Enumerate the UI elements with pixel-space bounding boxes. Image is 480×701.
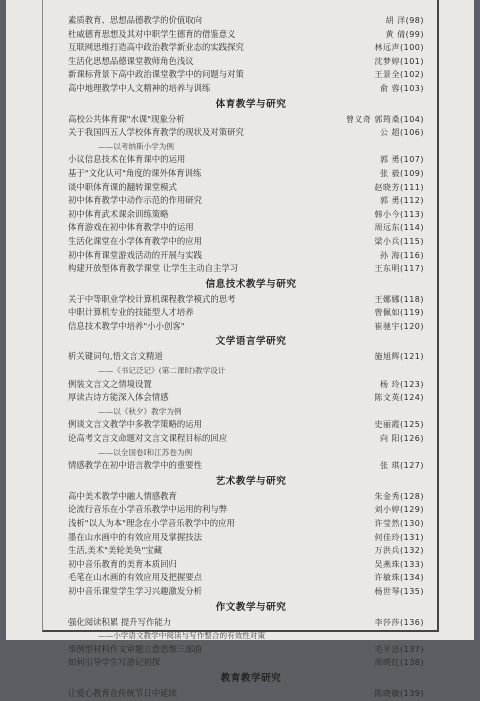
toc-entry [68, 306, 434, 320]
toc-entry [68, 432, 434, 446]
entry-title: 体育游戏在初中体育教学中的运用 [68, 222, 194, 233]
toc-subtitle [68, 140, 434, 154]
toc-entry [68, 571, 434, 585]
entry-author-page: 陈文英(124) [374, 393, 424, 403]
entry-author-page: 郭 勇(112) [379, 196, 424, 206]
entry-title: ——《书记泛记》(第二课时)教学设计 [98, 366, 226, 376]
entry-author-page: 张 琪(127) [379, 461, 424, 471]
entry-title: 事例型材料作文审题立意思维三部曲 [68, 643, 202, 654]
toc-entry [68, 113, 434, 127]
toc-entry [68, 126, 434, 140]
toc-entry [68, 249, 434, 263]
entry-title: 例谈文言文教学中多教学策略的运用 [68, 419, 202, 430]
toc-entry [68, 41, 434, 55]
entry-author-page: 何佳玲(131) [374, 532, 424, 542]
toc-entry [68, 28, 434, 42]
toc-subtitle [68, 405, 434, 419]
entry-title: 析关键词句,悟文言文精道 [68, 351, 163, 362]
toc-entry [68, 544, 434, 558]
entry-title: 浅析"以人为本"理念在小学音乐教学中的应用 [68, 518, 235, 528]
entry-title: 论高考文言文命题对文言文课程目标的回应 [68, 433, 228, 444]
entry-author-page: 刘小婷(129) [374, 505, 424, 515]
entry-author-page: 王娜娜(118) [374, 294, 424, 304]
entry-author-page: 张 毅(109) [379, 168, 424, 178]
entry-title: 厚读古诗方能深入体会情感 [68, 392, 169, 403]
entry-author-page: 许莹然(130) [374, 519, 424, 528]
entry-title: 基于"文化认可"角度的课外体育训练 [68, 167, 202, 178]
toc-subtitle [68, 364, 434, 378]
entry-author-page: 杨 玲(123) [379, 379, 424, 389]
entry-author-page: 万洪兵(132) [374, 546, 424, 556]
entry-author-page: 梁小兵(115) [374, 236, 424, 246]
entry-author-page: 向 阳(126) [379, 434, 424, 444]
entry-author-page: 郭 勇(107) [379, 155, 424, 165]
entry-title: 如何引导学生写游记初探 [68, 657, 161, 668]
entry-title: 生活化课堂在小学体育教学中的应用 [68, 235, 202, 246]
entry-author-page: 崔驰宇(120) [374, 321, 424, 331]
entry-title: 构建开放型体育教学课堂 让学生主动自主学习 [68, 263, 239, 274]
toc-entry [68, 153, 434, 167]
entry-title: 初中音乐课堂学生学习兴趣激发分析 [68, 585, 202, 596]
entry-title: 杜威德育思想及其对中职学生德育的借鉴意义 [68, 28, 236, 39]
toc-entry [68, 459, 434, 473]
entry-author-page: 杨世琴(135) [374, 586, 424, 596]
entry-author-page: 李莎莎(136) [374, 617, 424, 627]
entry-author-page: 史丽霞(125) [374, 420, 424, 430]
entry-author-page: 王景全(102) [374, 70, 424, 80]
entry-author-page: 陈晓敏(139) [374, 688, 424, 698]
toc-entry [68, 221, 434, 235]
toc-entry [68, 418, 434, 432]
entry-author-page: 赵晓芳(111) [374, 182, 424, 192]
entry-title: 互联网思维打造高中政治教学新业态的实践探究 [68, 42, 244, 53]
entry-title: 关于我国四五人学校体育教学的现状及对策研究 [68, 127, 244, 138]
book-page [6, 0, 474, 698]
toc-entry [68, 503, 434, 517]
entry-author-page: 韩小今(113) [374, 209, 424, 219]
entry-title: 谈中职体育课的翻转课堂模式 [68, 181, 177, 192]
entry-title: 初中体育课堂游戏活动的开展与实践 [68, 249, 202, 260]
section-heading: 体育教学与研究 [215, 98, 287, 110]
entry-title: 墨在山水画中的有效应用及掌握技法 [68, 531, 202, 542]
entry-author-page: 黄 倩(99) [385, 29, 424, 39]
entry-title: 毛笔在山水画的有效应用及把握要点 [68, 572, 202, 583]
entry-title: 例装文言文之情境设置 [68, 378, 152, 389]
entry-title: 新课标背景下高中政治课堂教学中的问题与对策 [68, 69, 244, 80]
entry-title: 信息技术教学中培养"小小创客" [68, 320, 185, 331]
entry-title: 让爱心教育在传统节日中延续 [68, 687, 177, 698]
entry-title: 情感教学在初中语言教学中的重要性 [68, 460, 202, 471]
toc-subtitle [68, 629, 434, 643]
entry-title: 素质教育、思想品德教学的价值取向 [68, 15, 202, 25]
entry-title: 论流行音乐在小学音乐教学中运用的利与弊 [68, 504, 228, 515]
toc-entry [68, 643, 434, 657]
toc-entry [68, 14, 434, 28]
entry-author-page: 孙 海(116) [379, 250, 424, 260]
section-heading: 作文教学与研究 [215, 601, 287, 613]
toc-entry [68, 687, 434, 701]
entry-author-page: 公 超(106) [379, 128, 424, 138]
section-heading: 教育教学研究 [220, 672, 282, 684]
entry-title: 高中地理教学中人文精神的培养与训练 [68, 82, 211, 93]
entry-title: ——以《秋夕》教学为例 [98, 406, 182, 416]
toc-entry [68, 320, 434, 334]
entry-title: ——以考纳斯小学为例 [98, 141, 174, 151]
toc-entry [68, 235, 434, 249]
entry-author-page: 王东明(117) [374, 264, 424, 274]
entry-title: 高校公共体育课"水课"现象分析 [68, 113, 185, 124]
entry-author-page: 曾义奇 郭筠桑(104) [345, 114, 424, 124]
entry-author-page: 周晓红(138) [374, 658, 424, 668]
entry-title: 初中体育教学中动作示范的作用研究 [68, 195, 202, 206]
entry-title: ——以全国卷Ⅰ和江苏卷为例 [98, 447, 193, 457]
toc-entry [68, 517, 434, 531]
toc-entry [68, 558, 434, 572]
toc-entry [68, 181, 434, 195]
toc-entry [68, 167, 434, 181]
entry-author-page: 俞 蓉(103) [379, 83, 424, 93]
entry-title: 关于中等职业学校计算机课程教学模式的思考 [68, 293, 236, 304]
toc-entry [68, 656, 434, 670]
toc-entry [68, 55, 434, 69]
entry-title: 初中音乐教育的美育本质回归 [68, 558, 177, 569]
entry-author-page: 朱金秀(128) [374, 491, 424, 501]
table-of-contents [68, 14, 434, 701]
toc-entry [68, 378, 434, 392]
entry-title: 小议信息技术在体育课中的运用 [68, 154, 186, 165]
entry-title: 初中体育武术课余训练策略 [68, 208, 169, 219]
entry-author-page: 周远东(114) [374, 223, 424, 233]
entry-author-page: 沈梦婷(101) [374, 56, 424, 66]
toc-entry [68, 262, 434, 276]
toc-entry [68, 208, 434, 222]
toc-entry [68, 531, 434, 545]
entry-title: ——小学语文教学中阅读与写作整合的有效性对策 [98, 631, 266, 641]
section-heading: 文学语言学研究 [215, 336, 287, 348]
toc-entry [68, 293, 434, 307]
entry-author-page: 毛平洁(137) [374, 644, 424, 654]
toc-entry [68, 585, 434, 599]
toc-entry [68, 350, 434, 364]
entry-author-page: 吴燕珠(133) [374, 559, 424, 569]
toc-entry [68, 490, 434, 504]
entry-author-page: 胡 洋(98) [385, 16, 424, 25]
entry-author-page: 曾佩如(119) [374, 308, 424, 318]
toc-entry [68, 82, 434, 96]
toc-entry [68, 68, 434, 82]
entry-title: 生活化思想品德课堂教师角色浅议 [68, 55, 194, 66]
entry-author-page: 林远声(100) [374, 43, 424, 53]
toc-subtitle [68, 446, 434, 460]
entry-author-page: 施旭辉(121) [374, 352, 424, 362]
section-heading: 信息技术教学与研究 [205, 278, 297, 290]
entry-title: 生活,美术"美轮美奂"宝藏 [68, 545, 163, 556]
entry-author-page: 许敏珠(134) [374, 573, 424, 583]
section-heading: 艺术教学与研究 [215, 475, 287, 487]
entry-title: 高中美术教学中融人情感教育 [68, 490, 177, 501]
entry-title: 中职计算机专业的技能型人才培养 [68, 307, 194, 318]
entry-title: 强化阅读积累 提升写作能力 [68, 616, 172, 627]
toc-entry [68, 616, 434, 630]
toc-entry [68, 391, 434, 405]
toc-entry [68, 194, 434, 208]
